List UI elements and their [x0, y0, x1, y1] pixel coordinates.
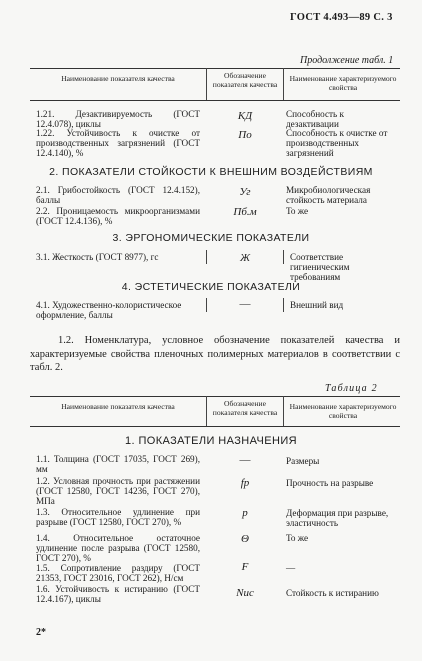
table2-header-property: Наименование характеризуемого свойства — [289, 402, 397, 420]
table2-header-name: Наименование показателя качества — [61, 402, 175, 411]
table1-top-rule — [30, 68, 400, 69]
t2-row-1-2-name: 1.2. Условная прочность при растяжении (ГОСТ 12580, ГОСТ 14236, ГОСТ 270), МПа — [36, 476, 200, 507]
t2-row-1-1-property: Размеры — [286, 456, 320, 466]
table1-header-property: Наименование характеризуемого свойства — [289, 74, 397, 92]
table2-label: Таблица 2 — [325, 383, 378, 394]
section-3-title: 3. ЭРГОНОМИЧЕСКИЕ ПОКАЗАТЕЛИ — [112, 232, 310, 244]
t1-row-3-1-divider-2 — [283, 250, 284, 264]
section-4-title: 4. ЭСТЕТИЧЕСКИЕ ПОКАЗАТЕЛИ — [121, 281, 301, 293]
paragraph-1-2: 1.2. Номенклатура, условное обозначение показателей качества и характеризуемые свойства пленочных полимерных материалов в соответствии с табл. 2. — [30, 335, 400, 373]
page-header: ГОСТ 4.493—89 С. 3 — [290, 12, 393, 23]
t1-row-2-1-symbol: Уг — [239, 186, 251, 198]
table1-header-name: Наименование показателя качества — [61, 74, 175, 83]
t1-row-2-2-symbol: Пб.м — [233, 206, 257, 218]
t2-row-1-3-name: 1.3. Относительное удлинение при разрыве (ГОСТ 12580, ГОСТ 270), % — [36, 507, 200, 528]
t1-row-3-1-symbol: Ж — [239, 252, 251, 264]
table2-header-bottom-rule — [30, 426, 400, 427]
t1-row-1-21-property: Способность к дезактивации — [286, 109, 344, 130]
t2-row-1-4-name: 1.4. Относительное остаточное удлинение после разрыва (ГОСТ 12580, ГОСТ 270), % — [36, 533, 200, 564]
t1-row-1-21-name: 1.21. Дезактивируемость (ГОСТ 12.4.078), циклы — [36, 109, 200, 130]
t2-row-1-4-property: То же — [286, 533, 309, 543]
table2-header-symbol: Обозначение показателя качества — [212, 399, 278, 417]
t1-row-1-22-property: Способность к очистке от производственных загрязнений — [286, 128, 388, 159]
t1-row-2-1-property: Микробиологическая стойкость материала — [286, 185, 371, 206]
t1-row-2-1-name: 2.1. Грибостойкость (ГОСТ 12.4.152), баллы — [36, 185, 200, 206]
t1-row-4-1-divider-2 — [283, 298, 284, 312]
page-signature-mark: 2* — [36, 627, 46, 638]
t2-row-1-2-property: Прочность на разрыве — [286, 478, 374, 488]
t1-row-3-1-property: Соответствие гигиеническим требованиям — [290, 252, 350, 283]
t2-row-1-6-name: 1.6. Устойчивость к истиранию (ГОСТ 12.4.167), циклы — [36, 584, 200, 605]
t2-row-1-6-symbol: Nис — [236, 587, 254, 599]
t2-row-1-1-symbol: — — [239, 454, 251, 466]
t2-row-1-3-property: Деформация при разрыве, эластичность — [286, 508, 389, 529]
t1-row-2-2-property: То же — [286, 206, 309, 216]
t1-row-1-22-symbol: По — [238, 129, 252, 141]
t1-row-1-22-name: 1.22. Устойчивость к очистке от производственных загрязнений (ГОСТ 12.4.140), % — [36, 128, 200, 159]
t1-row-1-21-symbol: КД — [237, 110, 253, 122]
t2-row-1-3-symbol: р — [242, 507, 248, 519]
t1-row-4-1-name: 4.1. Художественно-колористическое оформление, баллы — [36, 300, 182, 321]
t1-row-3-1-name: 3.1. Жесткость (ГОСТ 8977), гс — [36, 252, 159, 262]
section-2-title: 2. ПОКАЗАТЕЛИ СТОЙКОСТИ К ВНЕШНИМ ВОЗДЕЙСТВИЯМ — [49, 166, 373, 178]
t2-row-1-5-name: 1.5. Сопротивление раздиру (ГОСТ 21353, ГОСТ 23016, ГОСТ 262), Н/см — [36, 563, 200, 584]
t1-row-4-1-property: Внешний вид — [290, 300, 344, 310]
t2-row-1-4-symbol: Θ — [241, 533, 249, 545]
table2-col-divider-2 — [283, 396, 284, 426]
table-continuation-label: Продолжение табл. 1 — [300, 55, 394, 66]
t2-row-1-2-symbol: fр — [240, 477, 250, 489]
t2-row-1-5-property: — — [286, 563, 296, 573]
table1-header-bottom-rule — [30, 100, 400, 101]
table2-section-1-title: 1. ПОКАЗАТЕЛИ НАЗНАЧЕНИЯ — [125, 435, 297, 447]
table1-header-symbol: Обозначение показателя качества — [212, 71, 278, 89]
table2-top-rule — [30, 396, 400, 397]
t2-row-1-5-symbol: F — [241, 561, 249, 573]
t1-row-4-1-symbol: — — [239, 298, 251, 310]
table1-col-divider-2 — [283, 68, 284, 100]
t2-row-1-1-name: 1.1. Толщина (ГОСТ 17035, ГОСТ 269), мм — [36, 454, 200, 475]
t2-row-1-6-property: Стойкость к истиранию — [286, 588, 379, 598]
t1-row-2-2-name: 2.2. Проницаемость микроорганизмами (ГОСТ 12.4.136), % — [36, 206, 200, 227]
